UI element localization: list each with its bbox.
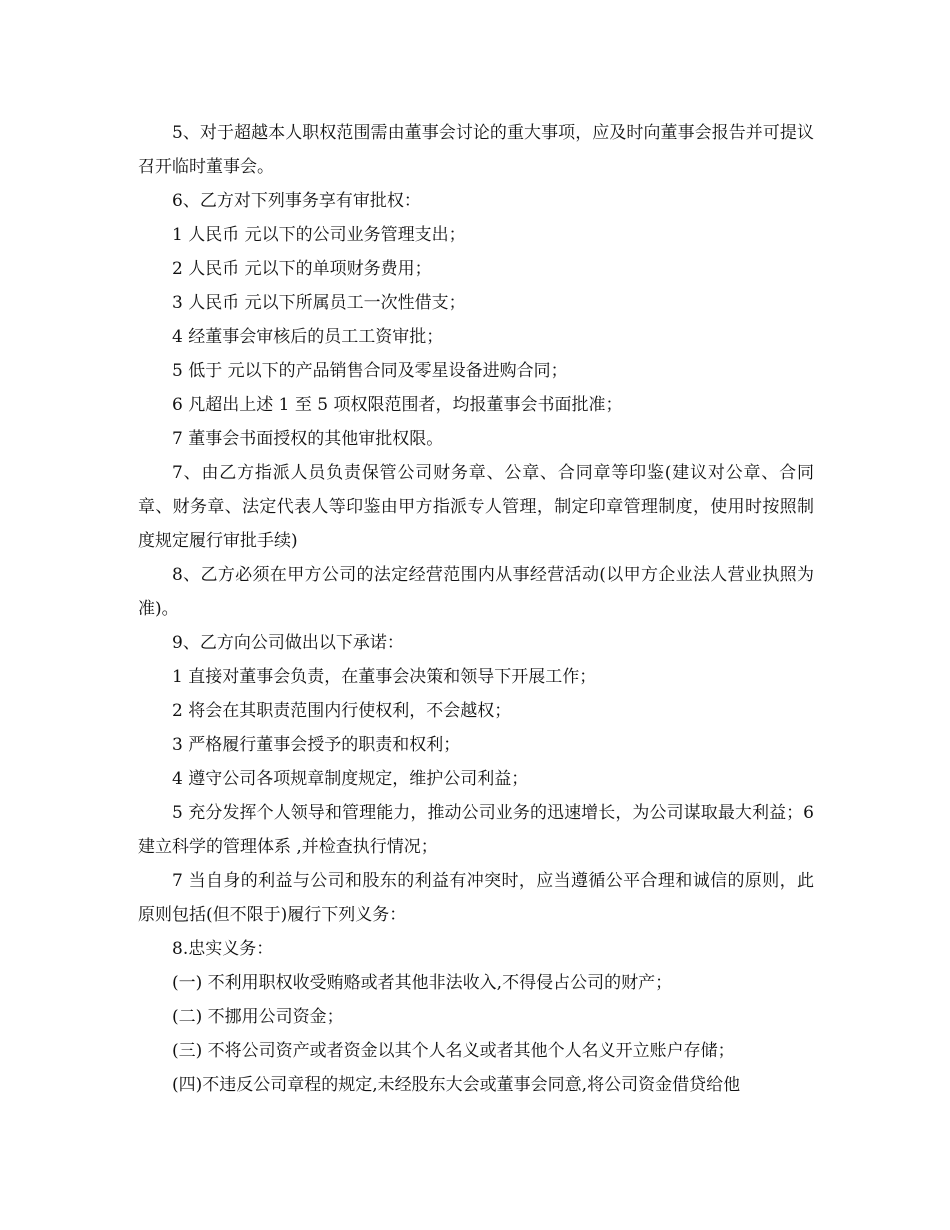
paragraph-business-scope: 8、乙方必须在甲方公司的法定经营范围内从事经营活动(以甲方企业法人营业执照为准)。 xyxy=(138,565,814,619)
list-item-duty-2: (二) 不挪用公司资金； xyxy=(172,1007,344,1027)
paragraph-report-major-matters: 5、对于超越本人职权范围需由董事会讨论的重大事项，应及时向董事会报告并可提议召开临时董事会。 xyxy=(138,123,814,177)
paragraph-commitments-heading: 9、乙方向公司做出以下承诺： xyxy=(172,633,404,653)
list-item-commitment-7: 7 当自身的利益与公司和股东的利益有冲突时，应当遵循公平合理和诚信的原则，此原则包括(但不限于)履行下列义务： xyxy=(138,871,814,925)
list-item-approval-5: 5 低于 元以下的产品销售合同及零星设备进购合同； xyxy=(172,361,568,381)
list-item-commitment-2: 2 将会在其职责范围内行使权利，不会越权； xyxy=(172,701,512,721)
list-item-commitment-4: 4 遵守公司各项规章制度规定，维护公司利益； xyxy=(172,769,529,789)
list-item-approval-3: 3 人民币 元以下所属员工一次性借支； xyxy=(172,293,466,313)
list-item-duty-4: (四)不违反公司章程的规定,未经股东大会或董事会同意,将公司资金借贷给他 xyxy=(172,1075,741,1095)
list-item-approval-7: 7 董事会书面授权的其他审批权限。 xyxy=(172,429,444,449)
list-item-approval-4: 4 经董事会审核后的员工工资审批； xyxy=(172,327,444,347)
list-item-approval-6: 6 凡超出上述 1 至 5 项权限范围者，均报董事会书面批准； xyxy=(172,395,623,415)
list-item-approval-2: 2 人民币 元以下的单项财务费用； xyxy=(172,259,432,279)
list-item-commitment-1: 1 直接对董事会负责，在董事会决策和领导下开展工作； xyxy=(172,667,597,687)
list-item-commitment-5-6: 5 充分发挥个人领导和管理能力，推动公司业务的迅速增长，为公司谋取最大利益；6 建立科学的管理体系 ,并检查执行情况； xyxy=(138,803,814,857)
list-item-commitment-3: 3 严格履行董事会授予的职责和权利； xyxy=(172,735,461,755)
paragraph-loyalty-duty-heading: 8.忠实义务： xyxy=(172,939,274,959)
paragraph-approval-rights-heading: 6、乙方对下列事务享有审批权： xyxy=(172,191,421,211)
list-item-duty-3: (三) 不将公司资产或者资金以其个人名义或者其他个人名义开立账户存储； xyxy=(172,1041,735,1061)
list-item-duty-1: (一) 不利用职权收受贿赂或者其他非法收入,不得侵占公司的财产； xyxy=(172,973,673,993)
document-body xyxy=(138,116,814,1102)
paragraph-seal-custody: 7、由乙方指派人员负责保管公司财务章、公章、合同章等印鉴(建议对公章、合同章、财务章、法定代表人等印鉴由甲方指派专人管理，制定印章管理制度，使用时按照制度规定履行审批手续) xyxy=(138,463,814,551)
list-item-approval-1: 1 人民币 元以下的公司业务管理支出； xyxy=(172,225,466,245)
